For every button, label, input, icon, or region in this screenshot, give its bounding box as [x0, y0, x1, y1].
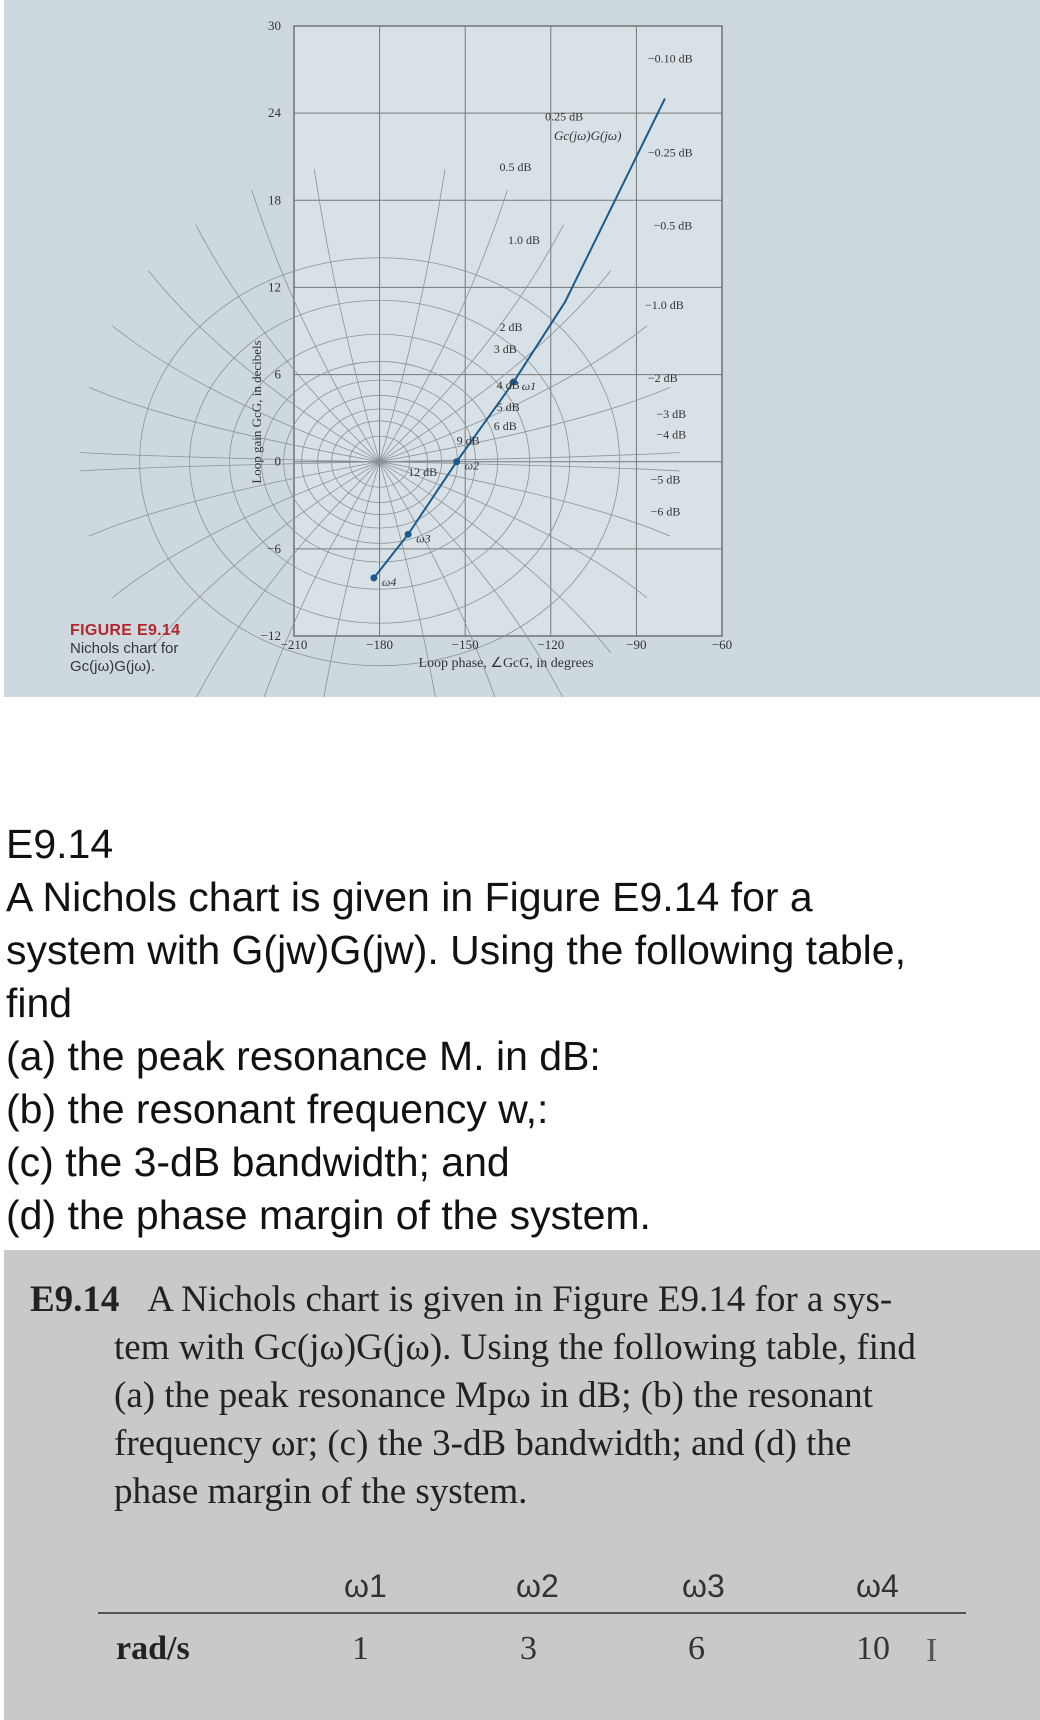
table-header: ω4 — [856, 1568, 899, 1604]
neg-gain-contour-label: −0.25 dB — [647, 145, 693, 160]
neg-gain-contour-label: −2 dB — [647, 370, 678, 385]
problem-number: E9.14 — [30, 1279, 120, 1320]
question-intro: A Nichols chart is given in Figure E9.14 for a — [6, 874, 813, 920]
text-cursor-icon: I — [926, 1632, 938, 1669]
question-part-d: (d) the phase margin of the system. — [6, 1192, 651, 1238]
figure-photo — [4, 0, 1040, 697]
x-tick-label: −60 — [711, 637, 733, 652]
table-rule — [98, 1612, 966, 1614]
y-tick-label: −6 — [267, 540, 281, 556]
question-number: E9.14 — [6, 821, 114, 867]
data-point — [405, 531, 412, 538]
table-header: ω2 — [516, 1568, 559, 1604]
y-tick-label: 30 — [268, 18, 281, 33]
table-header: ω3 — [682, 1568, 725, 1604]
gain-contour-label: 2 dB — [499, 320, 523, 334]
gain-contour-label: 3 dB — [493, 341, 517, 356]
neg-gain-contour-label: −4 dB — [656, 427, 687, 442]
x-tick-label: −150 — [451, 637, 479, 652]
y-tick-label: 18 — [268, 192, 281, 208]
data-point-label: ω1 — [521, 378, 537, 393]
question-part-b: (b) the resonant frequency w,: — [6, 1086, 549, 1132]
data-point-label: ω2 — [464, 458, 480, 473]
problem-line: phase margin of the system. — [114, 1471, 528, 1512]
x-tick-label: −120 — [537, 637, 565, 652]
data-point-label: ω3 — [416, 531, 431, 546]
figure-caption — [70, 622, 180, 676]
table-cell: 10 — [856, 1630, 890, 1667]
neg-gain-contour-label: −6 dB — [650, 504, 681, 519]
x-tick-label: −210 — [280, 637, 308, 652]
question-part-a: (a) the peak resonance M. in dB: — [6, 1033, 601, 1079]
gain-contour-label: 5 dB — [496, 399, 520, 414]
y-tick-label: 12 — [268, 279, 281, 295]
gain-contour-label: 9 dB — [456, 433, 480, 448]
y-tick-label: 24 — [268, 105, 281, 121]
table-row-label: rad/s — [116, 1630, 190, 1667]
caption-line: Gc(jω)G(jω). — [70, 658, 156, 675]
gain-contour-label: 1.0 dB — [508, 232, 541, 247]
textbook-photo — [4, 1250, 1040, 1720]
problem-line: frequency ωr; (c) the 3-dB bandwidth; and (d) the — [114, 1423, 852, 1464]
data-point-label: ω4 — [381, 574, 397, 589]
x-tick-label: −180 — [366, 637, 394, 652]
table-header: ω1 — [344, 1568, 387, 1604]
question-text — [6, 818, 1036, 1242]
gain-contour-label: 0.5 dB — [499, 160, 532, 175]
neg-gain-contour-label: −5 dB — [650, 472, 681, 487]
data-point — [453, 458, 460, 465]
curve-label: Gc(jω)G(jω) — [554, 128, 622, 143]
gain-contour-label: 0.25 dB — [545, 109, 584, 124]
gain-contour-label: 4 dB — [496, 378, 520, 393]
problem-line: tem with Gc(jω)G(jω). Using the following table, find — [114, 1327, 916, 1368]
problem-line: A Nichols chart is given in Figure E9.14 for a sys- — [147, 1279, 893, 1320]
nichols-chart — [4, 0, 1040, 697]
neg-gain-contour-label: −3 dB — [656, 407, 687, 422]
textbook-problem — [30, 1276, 1020, 1516]
gain-contour-label: 12 dB — [408, 465, 438, 480]
caption-title: FIGURE E9.14 — [70, 622, 181, 639]
data-point — [370, 574, 377, 581]
neg-gain-contour-label: −1.0 dB — [644, 298, 684, 313]
table-cell: 1 — [352, 1630, 369, 1667]
x-axis-label: Loop phase, ∠GcG, in degrees — [418, 656, 594, 671]
question-intro: system with G(jw)G(jw). Using the following table, — [6, 927, 906, 973]
y-axis-label: Loop gain GcG, in decibels — [249, 340, 264, 484]
gain-contour-label: 6 dB — [493, 418, 517, 433]
y-tick-label: 6 — [274, 366, 281, 382]
caption-line: Nichols chart for — [70, 640, 179, 657]
problem-line: (a) the peak resonance Mpω in dB; (b) the resonant — [114, 1375, 873, 1416]
y-tick-label: −12 — [260, 628, 281, 643]
table-cell: 6 — [688, 1630, 705, 1667]
question-intro: find — [6, 980, 73, 1026]
x-tick-label: −90 — [626, 637, 647, 652]
neg-gain-contour-label: −0.5 dB — [653, 218, 693, 233]
y-tick-label: 0 — [274, 453, 281, 469]
table-cell: 3 — [520, 1630, 537, 1667]
question-part-c: (c) the 3-dB bandwidth; and — [6, 1139, 510, 1185]
neg-gain-contour-label: −0.10 dB — [647, 51, 693, 66]
